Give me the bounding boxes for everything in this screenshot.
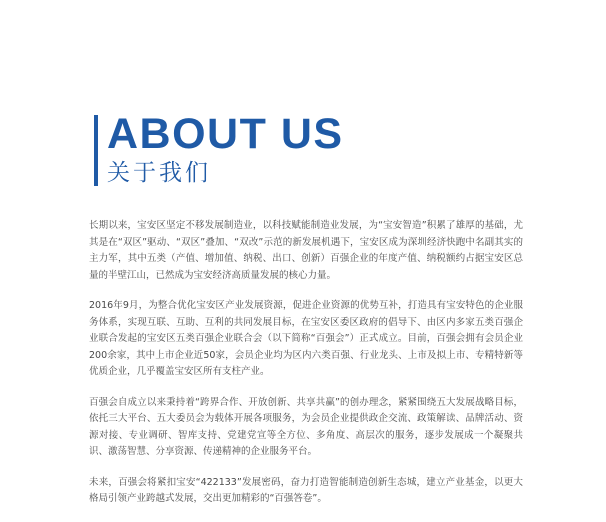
title-accent-bar — [94, 115, 98, 186]
page-title-en: ABOUT US — [107, 110, 344, 158]
paragraph-intro: 长期以来，宝安区坚定不移发展制造业，以科技赋能制造业发展，为“宝安智造”积累了雄厚的基础，尤其是在“双区”驱动、“双区”叠加、“双改”示范的新发展机遇下，宝安区成为深圳经济快跑中名副其实的主力军，其中五类（产值、增加值、纳税、出口、创新）百强企业的年度产值、纳税额约占据宝安区总量的半壁江山，已然成为宝安经济高质量发展的核心力量。 — [89, 220, 523, 281]
paragraph-founding: 2016年9月，为整合优化宝安区产业发展资源，促进企业资源的优势互补，打造具有宝安特色的企业服务体系，实现互联、互助、互利的共同发展目标，在宝安区委区政府的倡导下、由区内多家五类百强企业联合发起的宝安区五类百强企业联合会（以下简称“百强会”）正式成立。目前，百强会拥有会员企业200余家，其中上市企业近50家，会员企业均为区内六类百强、行业龙头、上市及拟上市、专精特新等优质企业，几乎覆盖宝安区所有支柱产业。 — [89, 300, 523, 377]
paragraph-future: 未来，百强会将紧扣宝安“422133”发展密码，奋力打造智能制造创新生态城，建立产业基金，以更大格局引领产业跨越式发展，交出更加精彩的“百强答卷”。 — [89, 476, 523, 504]
paragraph-services: 百强会自成立以来秉持着“跨界合作、开放创新、共享共赢”的创办理念，紧紧围绕五大发展战略目标，依托三大平台、五大委员会为载体开展各项服务，为会员企业提供政企交流、政策解读、品牌活动、资源对接、专业调研、智库支持、党建党宣等全方位、多角度、高层次的服务，逐步发展成一个凝聚共识、激荡智慧、分享资源、传递精神的企业服务平台。 — [89, 396, 523, 457]
page-title-zh: 关于我们 — [107, 160, 211, 186]
about-body — [89, 218, 523, 522]
